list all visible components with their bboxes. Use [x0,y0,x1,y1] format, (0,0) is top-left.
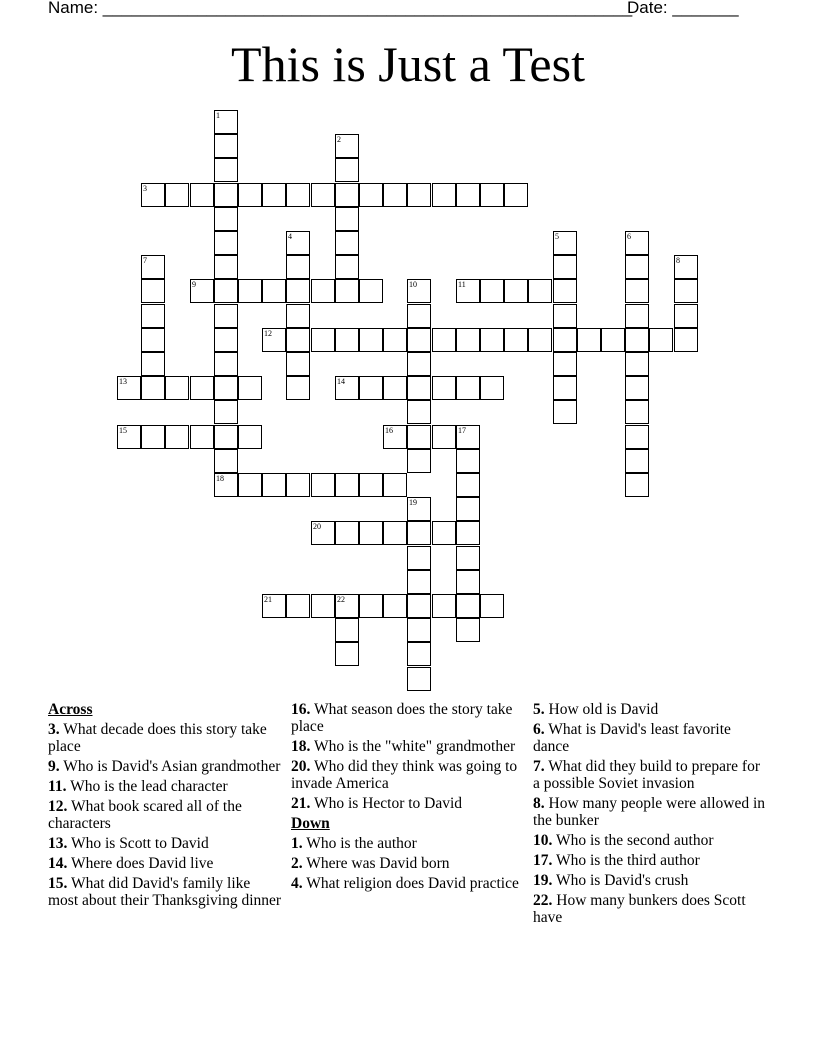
clue-text: Who is David's crush [552,872,689,889]
clue-item [48,778,284,795]
crossword-cell[interactable] [214,279,238,303]
clue-item [291,875,527,892]
crossword-cell[interactable] [286,594,310,618]
clue-text: Who did they think was going to invade America [291,758,518,792]
crossword-cell[interactable] [407,183,431,207]
clue-number-label: 5. [533,701,545,718]
clue-text: What is David's least favorite dance [533,721,731,755]
crossword-cell[interactable] [190,279,214,303]
crossword-cell[interactable] [141,328,165,352]
clue-item [48,835,284,852]
crossword-cell[interactable] [456,497,480,521]
crossword-cell[interactable] [407,328,431,352]
clue-number: 15 [119,426,127,435]
crossword-cell[interactable] [674,304,698,328]
name-field-label: Name: ________________________________________________________ [48,0,633,17]
clue-item [291,758,527,792]
crossword-cell[interactable] [286,183,310,207]
crossword-cell[interactable] [407,618,431,642]
crossword-cell[interactable] [214,134,238,158]
crossword-cell[interactable] [625,279,649,303]
crossword-cell[interactable] [238,473,262,497]
crossword-cell[interactable] [625,473,649,497]
crossword-cell[interactable] [407,642,431,666]
crossword-cell[interactable] [674,328,698,352]
crossword-cell[interactable] [214,449,238,473]
crossword-cell[interactable] [383,521,407,545]
crossword-cell[interactable] [625,352,649,376]
crossword-cell[interactable] [117,425,141,449]
crossword-cell[interactable] [383,183,407,207]
clues-column-3 [533,701,769,929]
crossword-cell[interactable] [383,425,407,449]
crossword-cell[interactable] [335,521,359,545]
clue-number-label: 2. [291,855,303,872]
crossword-cell[interactable] [407,352,431,376]
crossword-cell[interactable] [141,425,165,449]
clue-number: 13 [119,377,127,386]
crossword-cell[interactable] [456,546,480,570]
clue-item [291,701,527,735]
crossword-cell[interactable] [456,279,480,303]
crossword-cell[interactable] [504,183,528,207]
crossword-cell[interactable] [407,521,431,545]
crossword-cell[interactable] [359,328,383,352]
clue-item [533,832,769,849]
clue-number: 21 [264,595,272,604]
crossword-cell[interactable] [649,328,673,352]
crossword-cell[interactable] [674,279,698,303]
crossword-cell[interactable] [335,255,359,279]
crossword-cell[interactable] [214,158,238,182]
crossword-cell[interactable] [165,425,189,449]
clue-item [291,795,527,812]
crossword-cell[interactable] [407,400,431,424]
crossword-cell[interactable] [553,304,577,328]
crossword-cell[interactable] [383,473,407,497]
crossword-cell[interactable] [553,255,577,279]
clue-item [48,758,284,775]
clue-number: 5 [555,232,559,241]
clue-item [533,701,769,718]
crossword-cell[interactable] [625,425,649,449]
crossword-cell[interactable] [335,207,359,231]
crossword-cell[interactable] [553,352,577,376]
crossword-cell[interactable] [262,328,286,352]
clue-number-label: 17. [533,852,553,869]
crossword-cell[interactable] [359,521,383,545]
crossword-cell[interactable] [456,594,480,618]
clue-item [533,795,769,829]
crossword-cell[interactable] [214,425,238,449]
clue-number: 2 [337,135,341,144]
crossword-cell[interactable] [214,473,238,497]
crossword-cell[interactable] [286,376,310,400]
clue-number: 18 [216,474,224,483]
clue-number-label: 8. [533,795,545,812]
crossword-cell[interactable] [456,521,480,545]
crossword-cell[interactable] [141,304,165,328]
clue-number-label: 14. [48,855,68,872]
crossword-cell[interactable] [407,425,431,449]
crossword-cell[interactable] [238,376,262,400]
clue-number: 7 [143,256,147,265]
crossword-cell[interactable] [625,376,649,400]
clue-item [533,872,769,889]
crossword-cell[interactable] [335,328,359,352]
clue-number-label: 13. [48,835,68,852]
crossword-cell[interactable] [286,231,310,255]
crossword-cell[interactable] [359,183,383,207]
across-heading: Across [48,701,93,718]
clue-text: How many bunkers does Scott have [533,892,746,926]
crossword-cell[interactable] [432,376,456,400]
crossword-cell[interactable] [286,279,310,303]
down-heading: Down [291,815,330,832]
clue-number: 22 [337,595,345,604]
crossword-cell[interactable] [553,400,577,424]
clue-item [291,738,527,755]
clue-number-label: 16. [291,701,311,718]
crossword-cell[interactable] [456,183,480,207]
crossword-cell[interactable] [262,183,286,207]
crossword-cell[interactable] [432,521,456,545]
crossword-cell[interactable] [383,594,407,618]
crossword-cell[interactable] [311,594,335,618]
crossword-cell[interactable] [335,642,359,666]
clue-text: What season does the story take place [291,701,513,735]
crossword-cell[interactable] [141,352,165,376]
crossword-cell[interactable] [311,328,335,352]
crossword-cell[interactable] [238,279,262,303]
clue-item [48,855,284,872]
crossword-cell[interactable] [335,231,359,255]
crossword-cell[interactable] [577,328,601,352]
clue-text: Where was David born [302,855,450,872]
crossword-cell[interactable] [359,473,383,497]
crossword-cell[interactable] [480,328,504,352]
clue-number: 10 [409,280,417,289]
crossword-cell[interactable] [190,376,214,400]
crossword-cell[interactable] [407,376,431,400]
crossword-cell[interactable] [335,594,359,618]
clue-item [533,721,769,755]
clue-text: What did David's family like most about their Thanksgiving dinner [48,875,282,909]
crossword-cell[interactable] [190,425,214,449]
clue-text: What did they build to prepare for a possible Soviet invasion [533,758,760,792]
crossword-cell[interactable] [335,376,359,400]
clue-number-label: 22. [533,892,553,909]
crossword-cell[interactable] [528,328,552,352]
clue-item [48,721,284,755]
clue-number: 11 [458,280,466,289]
crossword-cell[interactable] [383,328,407,352]
crossword-cell[interactable] [407,279,431,303]
crossword-cell[interactable] [214,231,238,255]
crossword-cell[interactable] [117,376,141,400]
crossword-cell[interactable] [286,328,310,352]
crossword-cell[interactable] [407,570,431,594]
crossword-cell[interactable] [407,667,431,691]
crossword-cell[interactable] [383,376,407,400]
crossword-cell[interactable] [480,279,504,303]
crossword-cell[interactable] [625,304,649,328]
clue-number-label: 12. [48,798,68,815]
crossword-cell[interactable] [456,618,480,642]
crossword-cell[interactable] [432,328,456,352]
crossword-cell[interactable] [480,594,504,618]
crossword-cell[interactable] [456,570,480,594]
crossword-cell[interactable] [141,183,165,207]
crossword-cell[interactable] [625,400,649,424]
crossword-cell[interactable] [432,425,456,449]
clue-item [291,855,527,872]
clue-number: 1 [216,111,220,120]
crossword-cell[interactable] [553,328,577,352]
crossword-cell[interactable] [165,183,189,207]
crossword-cell[interactable] [190,183,214,207]
crossword-cell[interactable] [407,594,431,618]
clue-number: 8 [676,256,680,265]
clue-number-label: 7. [533,758,545,775]
clue-number: 16 [385,426,393,435]
crossword-cell[interactable] [504,279,528,303]
crossword-cell[interactable] [311,279,335,303]
clue-text: Who is the second author [552,832,714,849]
clue-number-label: 1. [291,835,303,852]
crossword-cell[interactable] [165,376,189,400]
crossword-cell[interactable] [335,618,359,642]
crossword-cell[interactable] [456,473,480,497]
crossword-cell[interactable] [286,352,310,376]
clue-number: 19 [409,498,417,507]
page-title: This is Just a Test [231,36,585,92]
crossword-cell[interactable] [335,279,359,303]
crossword-cell[interactable] [456,328,480,352]
clue-text: Who is Scott to David [67,835,209,852]
clue-number: 9 [192,280,196,289]
crossword-cell[interactable] [407,546,431,570]
crossword-cell[interactable] [262,473,286,497]
clue-item [48,798,284,832]
crossword-cell[interactable] [286,304,310,328]
crossword-cell[interactable] [286,255,310,279]
crossword-cell[interactable] [407,497,431,521]
clue-number: 12 [264,329,272,338]
clue-number-label: 21. [291,795,311,812]
crossword-cell[interactable] [480,376,504,400]
crossword-cell[interactable] [214,352,238,376]
crossword-cell[interactable] [286,473,310,497]
clue-number: 17 [458,426,466,435]
crossword-cell[interactable] [359,279,383,303]
crossword-cell[interactable] [553,231,577,255]
crossword-cell[interactable] [407,449,431,473]
crossword-cell[interactable] [432,594,456,618]
crossword-cell[interactable] [625,449,649,473]
crossword-cell[interactable] [359,594,383,618]
crossword-cell[interactable] [407,304,431,328]
clue-text: How old is David [544,701,659,718]
crossword-cell[interactable] [214,328,238,352]
crossword-cell[interactable] [311,183,335,207]
clue-text: What religion does David practice [302,875,519,892]
clue-number-label: 10. [533,832,553,849]
clue-number-label: 18. [291,738,311,755]
clue-text: Who is Hector to David [310,795,463,812]
clue-item [291,835,527,852]
clue-text: Who is David's Asian grandmother [59,758,281,775]
clue-item [533,892,769,926]
clue-text: Who is the author [302,835,417,852]
crossword-cell[interactable] [214,255,238,279]
crossword-cell[interactable] [601,328,625,352]
clue-text: How many people were allowed in the bunker [533,795,766,829]
crossword-cell[interactable] [311,473,335,497]
crossword-cell[interactable] [214,304,238,328]
clue-number-label: 20. [291,758,311,775]
crossword-cell[interactable] [262,279,286,303]
date-field-label: Date: _______ [627,0,739,17]
crossword-cell[interactable] [214,207,238,231]
clue-text: What decade does this story take place [48,721,267,755]
clue-number-label: 15. [48,875,68,892]
clue-number-label: 11. [48,778,67,795]
clues-column-2 [291,701,527,895]
crossword-cell[interactable] [238,183,262,207]
crossword-cell[interactable] [553,376,577,400]
crossword-cell[interactable] [625,231,649,255]
crossword-cell[interactable] [456,376,480,400]
crossword-cell[interactable] [432,183,456,207]
crossword-cell[interactable] [359,376,383,400]
crossword-cell[interactable] [141,255,165,279]
clue-number-label: 4. [291,875,303,892]
crossword-cell[interactable] [553,279,577,303]
crossword-cell[interactable] [262,594,286,618]
clue-text: Who is the "white" grandmother [310,738,516,755]
clue-number-label: 9. [48,758,60,775]
crossword-cell[interactable] [335,473,359,497]
crossword-cell[interactable] [456,425,480,449]
crossword-cell[interactable] [335,158,359,182]
clue-item [48,875,284,909]
clue-number: 14 [337,377,345,386]
crossword-cell[interactable] [480,183,504,207]
clue-number: 4 [288,232,292,241]
clue-number: 20 [313,522,321,531]
crossword-cell[interactable] [141,279,165,303]
clue-number-label: 6. [533,721,545,738]
clue-text: Who is the lead character [66,778,228,795]
crossword-cell[interactable] [141,376,165,400]
crossword-cell[interactable] [311,521,335,545]
clue-text: What book scared all of the characters [48,798,242,832]
clue-number-label: 19. [533,872,553,889]
crossword-cell[interactable] [456,449,480,473]
crossword-cell[interactable] [674,255,698,279]
clue-number: 3 [143,184,147,193]
crossword-cell[interactable] [214,400,238,424]
crossword-cell[interactable] [214,376,238,400]
crossword-cell[interactable] [214,110,238,134]
clue-item [533,758,769,792]
clue-item [533,852,769,869]
crossword-cell[interactable] [214,183,238,207]
crossword-cell[interactable] [528,279,552,303]
crossword-cell[interactable] [335,183,359,207]
crossword-cell[interactable] [238,425,262,449]
clue-text: Where does David live [67,855,214,872]
clues-column-1 [48,701,284,912]
clue-text: Who is the third author [552,852,700,869]
crossword-cell[interactable] [504,328,528,352]
crossword-cell[interactable] [625,328,649,352]
clue-number: 6 [627,232,631,241]
crossword-cell[interactable] [625,255,649,279]
clue-number-label: 3. [48,721,60,738]
crossword-cell[interactable] [335,134,359,158]
